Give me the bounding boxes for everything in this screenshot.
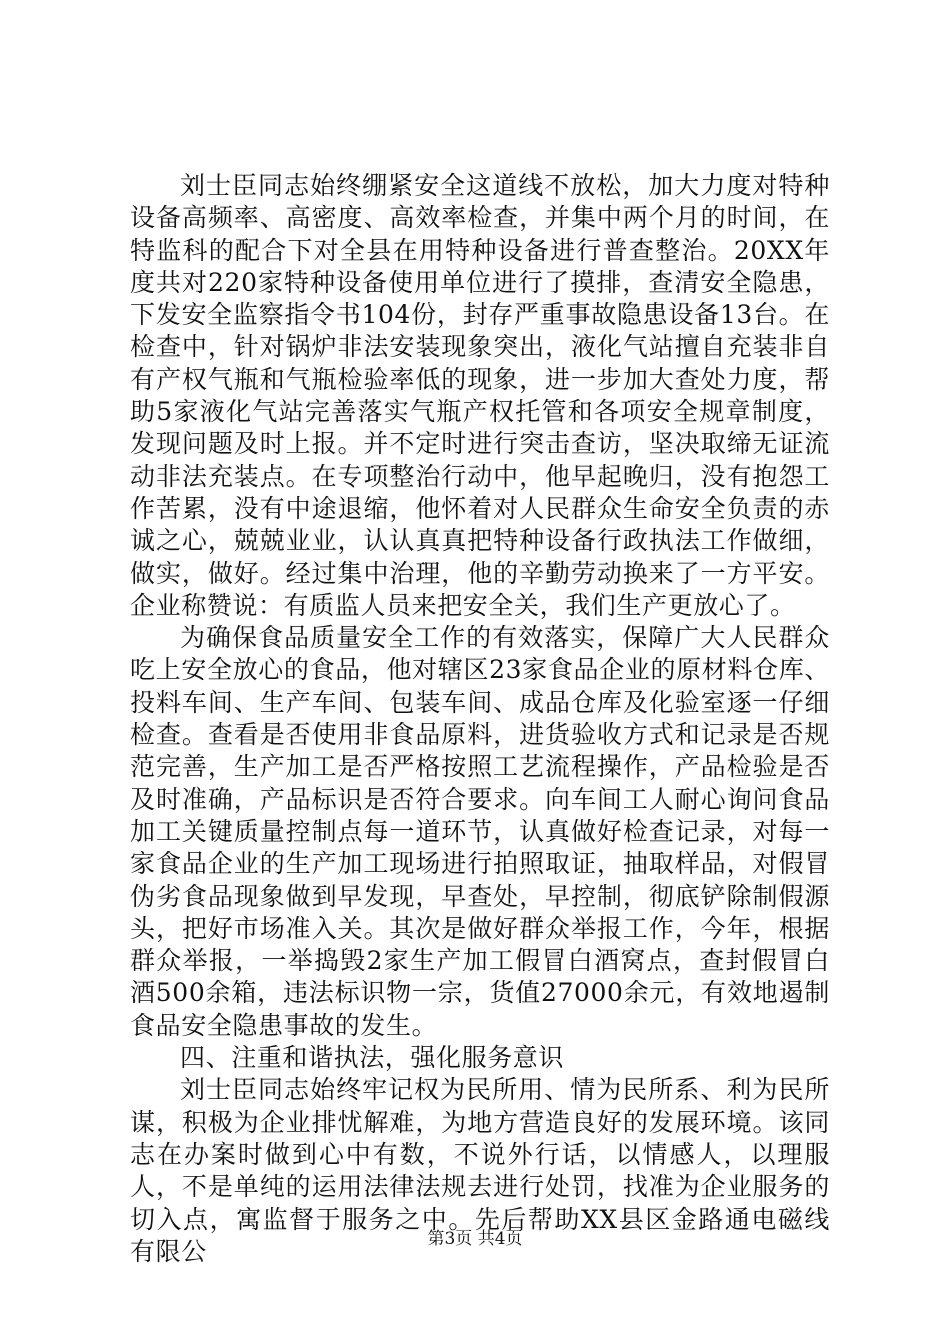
page-number-footer: 第3页 共4页 (427, 1229, 523, 1249)
section-heading: 四、注重和谐执法，强化服务意识 (180, 1043, 565, 1073)
document-body (130, 170, 830, 1268)
paragraph-service: 刘士臣同志始终牢记权为民所用、情为民所系、利为民所谋，积极为企业排忧解难，为地方营造良好的发展环境。该同志在办案时做到心中有数，不说外行话，以情感人，以理服人，不是单纯的运用法律法规去进行处罚，找准为企业服务的切入点，寓监督于服务之中。先后帮助XX县区金路通电磁线有限公 (130, 1075, 830, 1266)
paragraph-food-safety: 为确保食品质量安全工作的有效落实，保障广大人民群众吃上安全放心的食品，他对辖区23家食品企业的原材料仓库、投料车间、生产车间、包装车间、成品仓库及化验室逐一仔细检查。查看是否使用非食品原料，进货验收方式和记录是否规范完善，生产加工是否严格按照工艺流程操作，产品检验是否及时准确，产品标识是否符合要求。向车间工人耐心询问食品加工关键质量控制点每一道环节，认真做好检查记录，对每一家食品企业的生产加工现场进行拍照取证，抽取样品，对假冒伪劣食品现象做到早发现，早查处，早控制，彻底铲除制假源头，把好市场准入关。其次是做好群众举报工作，今年，根据群众举报，一举捣毁2家生产加工假冒白酒窝点，查封假冒白酒500余箱，违法标识物一宗，货值27000余元，有效地遏制食品安全隐患事故的发生。 (130, 623, 830, 1040)
paragraph-special-equipment: 刘士臣同志始终绷紧安全这道线不放松，加大力度对特种设备高频率、高密度、高效率检查，并集中两个月的时间，在特监科的配合下对全县在用特种设备进行普查整治。20XX年度共对220家特种设备使用单位进行了摸排，查清安全隐患，下发安全监察指令书104份，封存严重事故隐患设备13台。在检查中，针对锅炉非法安装现象突出，液化气站擅自充装非自有产权气瓶和气瓶检验率低的现象，进一步加大查处力度，帮助5家液化气站完善落实气瓶产权托管和各项安全规章制度，发现问题及时上报。并不定时进行突击查访，坚决取缔无证流动非法充装点。在专项整治行动中，他早起晚归，没有抱怨工作苦累，没有中途退缩，他怀着对人民群众生命安全负责的赤诚之心，兢兢业业，认认真真把特种设备行政执法工作做细，做实，做好。经过集中治理，他的辛勤劳动换来了一方平安。企业称赞说：有质监人员来把安全关，我们生产更放心了。 (130, 171, 830, 620)
